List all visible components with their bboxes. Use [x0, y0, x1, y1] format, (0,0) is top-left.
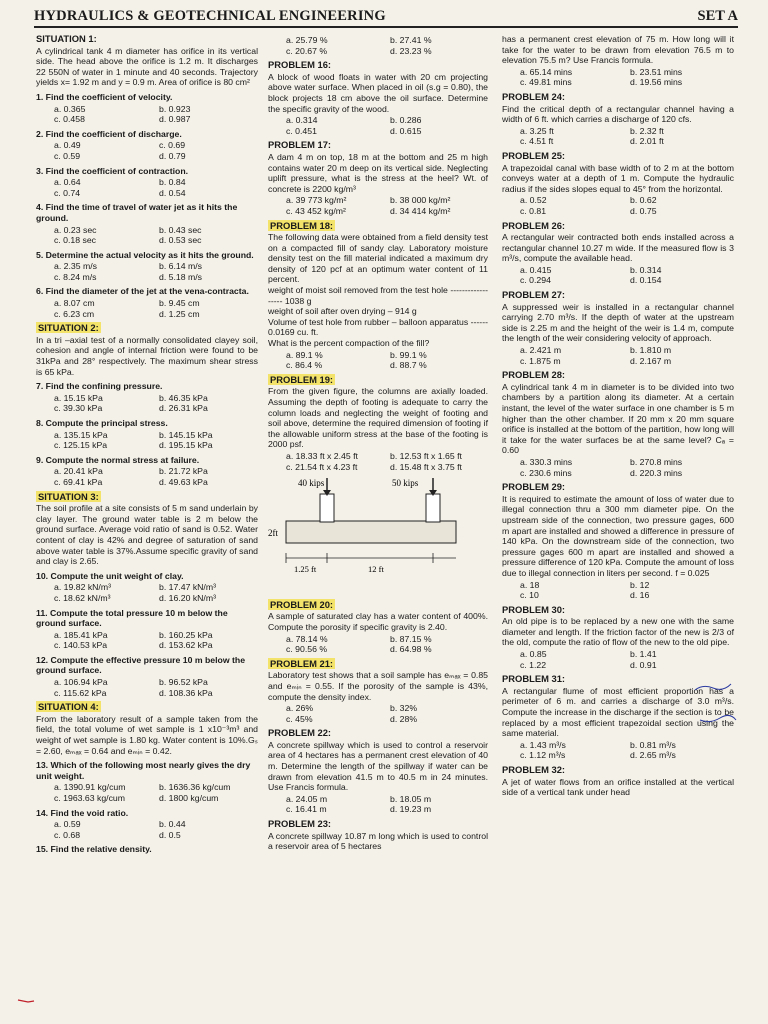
answer-choice[interactable]: c. 8.24 m/s: [54, 271, 97, 282]
question-text: 6. Find the diameter of the jet at the vena-contracta.: [36, 286, 249, 297]
problem-text: has a permanent crest elevation of 75 m. How long will it take for the water to be drawn from elevation 76.5 m to elevation 75.5 m? Use Francis formula.: [502, 34, 734, 66]
problem-block: [268, 140, 488, 216]
problem-heading: [36, 34, 258, 45]
question-block: [36, 286, 258, 319]
answer-choice[interactable]: b. 23.51 mins: [630, 66, 683, 77]
answer-choice[interactable]: b. 0.923: [159, 103, 191, 114]
question-text: 1. Find the coefficient of velocity.: [36, 91, 173, 102]
answer-choice[interactable]: d. 2.167 m: [630, 355, 672, 366]
problem-text: Find the critical depth of a rectangular channel having a width of 6 ft. which carries a discharge of 120 cfs.: [502, 103, 734, 125]
answer-choice[interactable]: c. 1963.63 kg/cum: [54, 793, 125, 803]
heading-label: PROBLEM 26:: [502, 219, 566, 231]
problem-block: [502, 221, 734, 287]
problem-text: A concrete spillway which is used to control a reservoir area of 4 hectares has a permanent crest elevation of 40 m. Determine the length of the spillway if water can be drawn from elevation 41.5 m to 40.5 m in 24 minutes. Use Francis formula.: [268, 739, 488, 793]
answer-choice[interactable]: d. 15.48 ft x 3.75 ft: [390, 461, 462, 472]
answer-choice[interactable]: c. 0.451: [286, 125, 317, 136]
answer-options: [502, 265, 734, 286]
question-block: [36, 455, 258, 488]
question-block: [36, 202, 258, 245]
heading-label: PROBLEM 25:: [502, 149, 566, 161]
question-text: 13. Which of the following most nearly gives the dry unit weight.: [36, 760, 251, 781]
answer-choice[interactable]: d. 220.3 mins: [630, 467, 683, 478]
answer-choice[interactable]: b. 99.1 %: [390, 349, 427, 360]
answer-choice[interactable]: a. 0.49: [54, 140, 81, 151]
answer-options: [268, 115, 488, 136]
answer-choice[interactable]: c. 0.458: [54, 114, 85, 125]
answer-choice[interactable]: d. 0.75: [630, 205, 657, 216]
question-text: 4. Find the time of travel of water jet as it hits the ground.: [36, 202, 238, 223]
answer-options: [36, 225, 258, 246]
footing-diagram: [268, 476, 478, 591]
answer-choice[interactable]: b. 0.81 m³/s: [630, 739, 676, 750]
answer-choice[interactable]: c. 1.22: [520, 659, 547, 670]
answer-choice[interactable]: a. 185.41 kPa: [54, 629, 108, 640]
problem-heading: [502, 482, 734, 493]
question-block: [36, 92, 258, 125]
problem-text: A dam 4 m on top, 18 m at the bottom and 25 m high contains water 20 m deep on its vertical side. Neglecting uplift pressure, what is the stress at the heel? Wt. of concrete is 2200 kg/m³: [268, 151, 488, 194]
answer-choice[interactable]: d. 19.56 mins: [630, 77, 683, 88]
question-text: 14. Find the void ratio.: [36, 807, 129, 818]
answer-choice[interactable]: d. 0.54: [159, 187, 186, 198]
question-block: [36, 655, 258, 698]
answer-options: [502, 126, 734, 147]
heading-label: PROBLEM 23:: [268, 818, 332, 830]
problem-text: A cylindrical tank 4 m in diameter is to be divided into two chambers by a partition along its diameter. At a certain instant, the level of the water surface in one chamber is 5 m higher than the other chamber. If 20 mm x 20 mm square orifice is installed at the bottom of the partition, how long will it take for the water surfaces be at the same level? Cₐ = 0.60: [502, 381, 734, 456]
answer-choice[interactable]: a. 0.85: [520, 649, 547, 660]
problem-text: A concrete spillway 10.87 m long which is used to control a reservoir area of 5 hectares: [268, 830, 488, 852]
problem-heading: [36, 492, 258, 503]
answer-options: [268, 703, 488, 724]
heading-label: PROBLEM 17:: [268, 139, 332, 151]
heading-label: PROBLEM 28:: [502, 369, 566, 381]
answer-choice[interactable]: b. 270.8 mins: [630, 456, 683, 467]
answer-choice[interactable]: a. 2.421 m: [520, 345, 562, 356]
heading-label: PROBLEM 20:: [270, 598, 334, 610]
answer-choice[interactable]: c. 43 452 kg/m²: [286, 205, 346, 216]
problem-heading: [268, 659, 488, 670]
answer-choice[interactable]: b. 0.62: [630, 195, 657, 206]
answer-choice[interactable]: d. 0.615: [390, 125, 422, 136]
answer-options: [268, 35, 488, 56]
answer-options: [502, 67, 734, 88]
answer-choice[interactable]: d. 28%: [390, 713, 418, 724]
answer-choice[interactable]: b. 9.45 cm: [159, 298, 200, 309]
problem-heading: [268, 375, 488, 386]
answer-choice[interactable]: b. 160.25 kPa: [159, 629, 213, 640]
answer-choice[interactable]: d. 5.18 m/s: [159, 271, 202, 282]
answer-choice[interactable]: b. 0.84: [159, 177, 186, 188]
problem-heading: [268, 60, 488, 71]
problem-block: [502, 290, 734, 366]
answer-choice[interactable]: c. 0.18 sec: [54, 235, 97, 246]
page-header: [34, 8, 738, 28]
problem-heading: [502, 370, 734, 381]
answer-options: [502, 345, 734, 366]
question-block: [36, 571, 258, 604]
problem-text: A jet of water flows from an orifice installed at the vertical side of a vertical tank under head: [502, 776, 734, 798]
answer-choice[interactable]: c. 0.294: [520, 275, 551, 286]
problem-block: [268, 600, 488, 655]
question-block: [36, 608, 258, 651]
answer-choice[interactable]: d. 16: [630, 590, 650, 601]
problem-block: [36, 34, 258, 88]
problem-text: A sample of saturated clay has a water content of 400%. Compute the porosity if specific gravity is 2.40.: [268, 611, 488, 632]
answer-choice[interactable]: c. 45%: [286, 713, 313, 724]
footing-figure: [268, 476, 488, 594]
problem-block: [36, 492, 258, 567]
answer-options: [36, 582, 258, 603]
answer-choice[interactable]: d. 16.20 kN/m³: [159, 592, 216, 603]
answer-choice[interactable]: a. 135.15 kPa: [54, 429, 108, 440]
answer-choice[interactable]: b. 12: [630, 579, 650, 590]
answer-options: [502, 649, 734, 670]
heading-label: SITUATION 1:: [36, 33, 97, 44]
answer-choice[interactable]: a. 0.415: [520, 264, 552, 275]
load-right-label: 50 kips: [392, 478, 419, 489]
answer-options: [36, 677, 258, 698]
answer-choice[interactable]: d. 19.23 m: [390, 804, 432, 815]
answer-choice[interactable]: c. 16.41 m: [286, 804, 327, 815]
problem-text: From the laboratory result of a sample taken from the field, the total volume of wet sample is 1 x10⁻³m³ and weight of wet sample is 1.80 kg. Water content is 10%.Gₛ = 2.60, eₘₐₓ = 0.64 and eₘᵢₙ = 0.42.: [36, 713, 258, 756]
question-text: 5. Determine the actual velocity as it hits the ground.: [36, 249, 254, 260]
heading-label: SITUATION 2:: [38, 322, 99, 334]
answer-choice[interactable]: a. 39 773 kg/m²: [286, 195, 347, 206]
answer-choice[interactable]: d. 0.5: [159, 829, 181, 840]
question-text: 15. Find the relative density.: [36, 844, 152, 855]
problem-text: A rectangular flume of most efficient proportion has a perimeter of 6 m. and carries a discharge of 3.0 m³/s. Compute the increase in the discharge if the section is to be replaced by a most efficient trapezoidal section using the same material.: [502, 685, 734, 739]
answer-choice[interactable]: a. 330.3 mins: [520, 456, 573, 467]
problem-heading: [502, 674, 734, 685]
problem-heading: [36, 323, 258, 334]
question-block: [36, 166, 258, 199]
answer-choice[interactable]: d. 0.154: [630, 275, 662, 286]
answer-choice[interactable]: c. 39.30 kPa: [54, 403, 103, 414]
problem-heading: [268, 600, 488, 611]
answer-choice[interactable]: b. 2.32 ft: [630, 125, 664, 136]
question-block: [36, 808, 258, 841]
answer-choice[interactable]: a. 1.43 m³/s: [520, 739, 566, 750]
column-left: [36, 34, 258, 859]
problem-block: [502, 92, 734, 147]
answer-options: [36, 782, 258, 803]
answer-options: [502, 740, 734, 761]
answer-options: [268, 451, 488, 472]
problem-heading: [268, 221, 488, 232]
answer-choice[interactable]: a. 1390.91 kg/cum: [54, 782, 126, 793]
answer-choice[interactable]: c. 90.56 %: [286, 644, 328, 655]
answer-choice[interactable]: a. 18: [520, 579, 540, 590]
answer-choice[interactable]: a. 19.82 kN/m³: [54, 582, 111, 593]
answer-choice[interactable]: c. 0.81: [520, 205, 547, 216]
heading-label: PROBLEM 31:: [502, 673, 566, 685]
question-text: 12. Compute the effective pressure 10 m below the ground surface.: [36, 654, 246, 676]
answer-choice[interactable]: b. 32%: [390, 703, 418, 714]
problem-block: [268, 728, 488, 815]
answer-choice[interactable]: b. 1.41: [630, 649, 657, 660]
answer-choice[interactable]: a. 26%: [286, 703, 314, 714]
problem-heading: [268, 728, 488, 739]
answer-choice[interactable]: a. 8.07 cm: [54, 298, 95, 309]
problem-text: Laboratory test shows that a soil sample has eₘₐₓ = 0.85 and eₘᵢₙ = 0.55. If the porosity of the sample is 43%, compute the density index.: [268, 670, 488, 702]
answer-choice[interactable]: c. 86.4 %: [286, 360, 323, 371]
answer-options: [268, 794, 488, 815]
problem-heading: [268, 140, 488, 151]
answer-choice[interactable]: a. 0.365: [54, 103, 86, 114]
answer-choice[interactable]: a. 18.33 ft x 2.45 ft: [286, 450, 358, 461]
question-block: [36, 418, 258, 451]
answer-choice[interactable]: d. 2.65 m³/s: [630, 750, 676, 761]
heading-label: PROBLEM 22:: [268, 727, 332, 739]
answer-choice[interactable]: c. 18.62 kN/m³: [54, 592, 111, 603]
question-text: 2. Find the coefficient of discharge.: [36, 128, 182, 139]
answer-choice[interactable]: b. 27.41 %: [390, 35, 432, 45]
answer-choice[interactable]: d. 64.98 %: [390, 644, 432, 655]
answer-choice[interactable]: a. 0.64: [54, 177, 81, 188]
answer-choice[interactable]: b. 6.14 m/s: [159, 261, 202, 272]
answer-choice[interactable]: b. 96.52 kPa: [159, 677, 208, 688]
question-text: 3. Find the coefficient of contraction.: [36, 165, 189, 176]
answer-choice[interactable]: d. 23.23 %: [390, 45, 432, 56]
column-left-shape: [320, 494, 334, 522]
answer-choice[interactable]: d. 1.25 cm: [159, 308, 200, 319]
answer-options: [36, 430, 258, 451]
problem-block: [502, 605, 734, 671]
height-label: 2ft: [268, 528, 278, 539]
answer-choice[interactable]: a. 25.79 %: [286, 35, 328, 45]
answer-choice[interactable]: a. 24.05 m: [286, 793, 328, 804]
answer-choice[interactable]: b. 46.35 kPa: [159, 392, 208, 403]
problem-text: It is required to estimate the amount of loss of water due to illegal connection thru a 300 mm diameter pipe. On the upstream side of the connection, two pressure gages, 600 m apart are installed and showed a difference in pressure of 140 kPa. On the downstream side of the connection, two pressure gages 600 m apart are installed and showed a pressure difference of 120 kPa. Compute the amount of loss due to illegal connection in liters per second. f = 0.025: [502, 493, 734, 578]
answer-choice[interactable]: b. 145.15 kPa: [159, 429, 213, 440]
answer-choice[interactable]: c. 4.51 ft: [520, 136, 554, 147]
problem-text: A cylindrical tank 4 m diameter has orifice in its vertical side. The head above the orifice is 1.2 m. It discharges 22 550N of water in 1 minute and 40 seconds. Trajectory yields x= 1.92 m and y = 0.9 m. Area of orifice is 80 cm²: [36, 45, 258, 88]
heading-label: PROBLEM 29:: [502, 481, 566, 493]
continued-block: [502, 34, 734, 88]
continued-block: [268, 35, 488, 56]
document-title: HYDRAULICS & GEOTECHNICAL ENGINEERING: [34, 8, 386, 24]
answer-choice[interactable]: a. 0.23 sec: [54, 224, 97, 235]
heading-label: SITUATION 3:: [38, 490, 99, 502]
question-block: [36, 250, 258, 283]
heading-label: PROBLEM 24:: [502, 90, 566, 102]
answer-choice[interactable]: c. 49.81 mins: [520, 77, 572, 88]
answer-choice[interactable]: d. 2.01 ft: [630, 136, 664, 147]
answer-options: [36, 177, 258, 198]
answer-choice[interactable]: a. 20.41 kPa: [54, 466, 103, 477]
answer-options: [36, 819, 258, 840]
problem-text: From the given figure, the columns are axially loaded. Assuming the depth of footing is adequate to carry the column loads and neglecting the weight of footing and soil above, determine the required dimension of footing if the allowable uniform stress at the base of the footing is 2000 psf.: [268, 386, 488, 450]
answer-choice[interactable]: d. 0.79: [159, 150, 186, 161]
answer-choice[interactable]: b. 0.286: [390, 115, 422, 126]
answer-choice[interactable]: b. 87.15 %: [390, 633, 432, 644]
answer-choice[interactable]: d. 88.7 %: [390, 360, 427, 371]
answer-options: [36, 140, 258, 161]
answer-choice[interactable]: b. 0.314: [630, 264, 662, 275]
problem-block: [36, 323, 258, 377]
heading-label: PROBLEM 32:: [502, 764, 566, 775]
problem-text: An old pipe is to be replaced by a new one with the same diameter and length. If the friction factor of the new is 2/3 of the old, compute the ratio of flow of the new to the old pipe.: [502, 616, 734, 648]
answer-options: [36, 104, 258, 125]
answer-choice[interactable]: d. 1800 kg/cum: [159, 793, 219, 803]
column-right: [502, 34, 734, 802]
answer-choice[interactable]: c. 6.23 cm: [54, 308, 95, 319]
problem-text: A rectangular weir contracted both ends installed across a rectangular channel 10.27 m wide. If the measured flow is 3 m³/s, compute the available head.: [502, 232, 734, 264]
answer-choice[interactable]: c. 115.62 kPa: [54, 687, 107, 698]
answer-choice[interactable]: a. 89.1 %: [286, 349, 323, 360]
problem-block: [268, 60, 488, 136]
column-middle: [268, 34, 488, 856]
problem-text: A trapezoidal canal with base width of to 2 m at the bottom conveys water at a depth of 1 m. Compute the hydraulic radius if the sides slopes equal to 45° from the horizontal.: [502, 162, 734, 194]
answer-choice[interactable]: b. 1636.36 kg/cum: [159, 782, 231, 793]
problem-text: In a tri –axial test of a normally consolidated clayey soil, cohesion and angle of internal friction were found to be 31kPa and 28° respectively. The maximum shear stress is 65 kPa.: [36, 334, 258, 377]
answer-choice[interactable]: d. 49.63 kPa: [159, 476, 208, 487]
question-block: [36, 129, 258, 162]
answer-options: [502, 457, 734, 478]
answer-choice[interactable]: a. 78.14 %: [286, 633, 328, 644]
answer-choice[interactable]: d. 0.91: [630, 659, 657, 670]
question-block: [36, 844, 258, 855]
answer-choice[interactable]: c. 20.67 %: [286, 45, 328, 56]
question-text: 11. Compute the total pressure 10 m below the ground surface.: [36, 607, 228, 629]
problem-block: [268, 375, 488, 594]
problem-heading: [502, 290, 734, 301]
problem-text: A block of wood floats in water with 20 cm projecting above water surface. When placed in oil (s.g = 0.80), the block projects 18 cm above the oil surface. Determine the specific gravity of the wood.: [268, 71, 488, 114]
heading-label: PROBLEM 19:: [270, 373, 334, 385]
answer-choice[interactable]: c. 140.53 kPa: [54, 640, 108, 651]
question-block: [36, 760, 258, 803]
answer-choice[interactable]: b. 1.810 m: [630, 345, 672, 356]
answer-choice[interactable]: c. 0.74: [54, 187, 81, 198]
answer-options: [36, 466, 258, 487]
answer-choice[interactable]: c. 1.12 m³/s: [520, 750, 566, 761]
answer-options: [36, 393, 258, 414]
problem-block: [502, 482, 734, 601]
problem-heading: [502, 605, 734, 616]
answer-choice[interactable]: d. 195.15 kPa: [159, 440, 213, 451]
answer-options: [36, 630, 258, 651]
answer-choice[interactable]: c. 230.6 mins: [520, 467, 572, 478]
answer-choice[interactable]: a. 106.94 kPa: [54, 677, 108, 688]
heading-label: SITUATION 4:: [38, 701, 99, 713]
answer-choice[interactable]: c. 0.68: [54, 829, 81, 840]
answer-choice[interactable]: d. 153.62 kPa: [159, 640, 213, 651]
answer-choice[interactable]: a. 0.59: [54, 819, 81, 830]
answer-choice[interactable]: b. 17.47 kN/m³: [159, 582, 216, 593]
answer-choice[interactable]: b. 18.05 m: [390, 793, 432, 804]
answer-choice[interactable]: a. 2.35 m/s: [54, 261, 97, 272]
problem-heading: [502, 765, 734, 776]
problem-text: The soil profile at a site consists of 5 m sand underlain by clay layer. The ground water table is 2 m below the ground surface. Average void ratio of sand is 0.52. Water content of clay is 42% and degree of saturation of sand above water table is 37%.Assume specific gravity of sand and clay is 2.65.: [36, 503, 258, 567]
problem-heading: [502, 151, 734, 162]
load-left-label: 40 kips: [298, 478, 325, 489]
column-right-shape: [426, 494, 440, 522]
answer-options: [268, 634, 488, 655]
problem-block: [502, 765, 734, 798]
problem-heading: [36, 702, 258, 713]
answer-options: [268, 195, 488, 216]
answer-choice[interactable]: b. 12.53 ft x 1.65 ft: [390, 450, 462, 461]
heading-label: PROBLEM 16:: [268, 59, 332, 71]
answer-choice[interactable]: a. 15.15 kPa: [54, 392, 103, 403]
question-text: 10. Compute the unit weight of clay.: [36, 570, 184, 581]
heading-label: PROBLEM 30:: [502, 603, 566, 615]
answer-choice[interactable]: c. 69.41 kPa: [54, 476, 103, 487]
question-text: 9. Compute the normal stress at failure.: [36, 454, 200, 465]
answer-choice[interactable]: d. 0.987: [159, 114, 191, 125]
heading-label: PROBLEM 21:: [270, 657, 334, 669]
answer-choice[interactable]: a. 0.52: [520, 195, 547, 206]
answer-options: [36, 261, 258, 282]
answer-choice[interactable]: a. 3.25 ft: [520, 125, 554, 136]
problem-block: [268, 659, 488, 725]
problem-block: [502, 674, 734, 761]
answer-choice[interactable]: c. 125.15 kPa: [54, 440, 108, 451]
answer-options: [502, 195, 734, 216]
answer-choice[interactable]: c. 21.54 ft x 4.23 ft: [286, 461, 358, 472]
problem-heading: [502, 221, 734, 232]
answer-choice[interactable]: b. 38 000 kg/m²: [390, 195, 451, 206]
answer-choice[interactable]: c. 1.875 m: [520, 355, 561, 366]
question-text: 8. Compute the principal stress.: [36, 418, 168, 428]
answer-options: [36, 298, 258, 319]
answer-choice[interactable]: b. 0.44: [159, 819, 186, 830]
answer-choice[interactable]: c. 0.69: [159, 140, 186, 151]
footing-slab: [286, 521, 456, 543]
answer-options: [502, 580, 734, 601]
set-label: SET A: [697, 8, 738, 24]
problem-heading: [502, 92, 734, 103]
dim-a-label: 1.25 ft: [294, 564, 317, 575]
problem-text: A suppressed weir is installed in a rectangular channel carrying 2.70 m³/s. If the depth of water at the upstream side is 2.25 m and the height of the weir is 1.4 m, compute the length of the weir considering velocity of approach.: [502, 301, 734, 344]
answer-choice[interactable]: b. 0.43 sec: [159, 224, 202, 235]
problem-block: [36, 702, 258, 756]
answer-options: [268, 350, 488, 371]
problem-block: [502, 370, 734, 478]
answer-choice[interactable]: c. 0.59: [54, 150, 81, 161]
question-text: 7. Find the confining pressure.: [36, 381, 163, 392]
question-block: [36, 381, 258, 414]
dim-b-label: 12 ft: [368, 564, 384, 575]
answer-choice[interactable]: d. 34 414 kg/m²: [390, 205, 451, 216]
heading-label: PROBLEM 18:: [270, 219, 334, 231]
answer-choice[interactable]: d. 26.31 kPa: [159, 403, 208, 414]
problem-block: [268, 819, 488, 852]
answer-choice[interactable]: d. 108.36 kPa: [159, 687, 213, 698]
answer-choice[interactable]: b. 21.72 kPa: [159, 466, 208, 477]
problem-block: [268, 221, 488, 371]
heading-label: PROBLEM 27:: [502, 289, 566, 301]
problem-block: [502, 151, 734, 217]
answer-choice[interactable]: a. 0.314: [286, 115, 318, 126]
problem-heading: [268, 819, 488, 830]
problem-text: The following data were obtained from a field density test on a compacted fill of sandy clay. Laboratory moisture density test on the fill material indicated a maximum dry density of 120 pcf at an optimum water content of 11 percent. weight of moist soil removed from the test hole ------------------ 1038 g weight of soil after oven drying – 914 g Volume of test hole from rubber – balloon apparatus ------ 0.0169 cu. ft. What is the percent compaction of the fill?: [268, 232, 488, 349]
answer-choice[interactable]: a. 65.14 mins: [520, 66, 573, 77]
answer-choice[interactable]: c. 10: [520, 590, 539, 601]
answer-choice[interactable]: d. 0.53 sec: [159, 235, 202, 246]
